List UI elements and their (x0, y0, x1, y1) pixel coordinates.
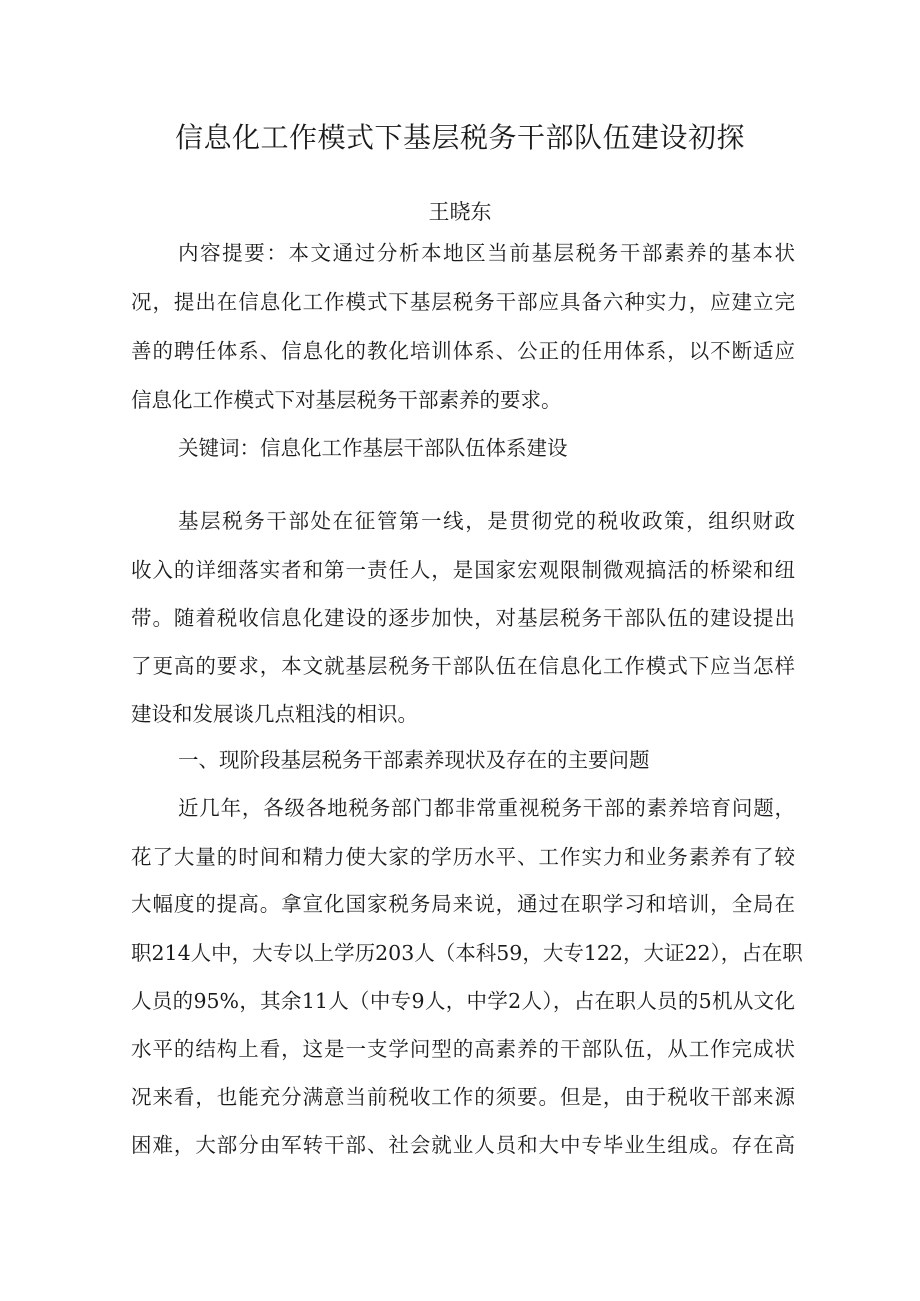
body-line: 困难，大部分由军转干部、社会就业人员和大中专毕业生组成。存在高 (131, 1133, 795, 1157)
abstract-line: 况，提出在信息化工作模式下基层税务干部应具备六种实力，应建立完 (131, 290, 795, 314)
body-line: 近几年，各级各地税务部门都非常重视税务干部的素养培育问题， (178, 796, 795, 820)
document-title: 信息化工作模式下基层税务干部队伍建设初探 (174, 121, 745, 154)
body-line: 收入的详细落实者和第一责任人，是国家宏观限制微观搞活的桥梁和纽 (131, 558, 795, 582)
keywords-line: 关键词：信息化工作基层干部队伍体系建设 (178, 436, 568, 460)
body-line: 基层税务干部处在征管第一线，是贯彻党的税收政策，组织财政 (178, 509, 795, 533)
body-line: 况来看，也能充分满意当前税收工作的须要。但是，由于税收干部来源 (131, 1085, 795, 1109)
author-name: 王晓东 (428, 200, 492, 224)
abstract-line: 内容提要：本文通过分析本地区当前基层税务干部素养的基本状 (178, 241, 795, 265)
abstract-line: 善的聘任体系、信息化的教化培训体系、公正的任用体系，以不断适应 (131, 339, 795, 363)
abstract-line: 信息化工作模式下对基层税务干部素养的要求。 (131, 388, 562, 412)
body-line: 人员的95%，其余11人（中专9人，中学2人），占在职人员的5机从文化 (131, 989, 795, 1013)
body-line: 职214人中，大专以上学历203人（本科59，大专122，大证22），占在职 (131, 941, 803, 965)
section-heading: 一、现阶段基层税务干部素养现状及存在的主要问题 (178, 748, 650, 772)
body-line: 带。随着税收信息化建设的逐步加快，对基层税务干部队伍的建设提出 (131, 606, 795, 630)
body-line: 了更高的要求，本文就基层税务干部队伍在信息化工作模式下应当怎样 (131, 654, 795, 678)
body-line: 大幅度的提高。拿宣化国家税务局来说，通过在职学习和培训，全局在 (131, 892, 795, 916)
body-line: 水平的结构上看，这是一支学问型的高素养的干部队伍，从工作完成状 (131, 1037, 795, 1061)
body-line: 花了大量的时间和精力使大家的学历水平、工作实力和业务素养有了较 (131, 845, 795, 869)
body-line: 建设和发展谈几点粗浅的相识。 (131, 702, 418, 726)
